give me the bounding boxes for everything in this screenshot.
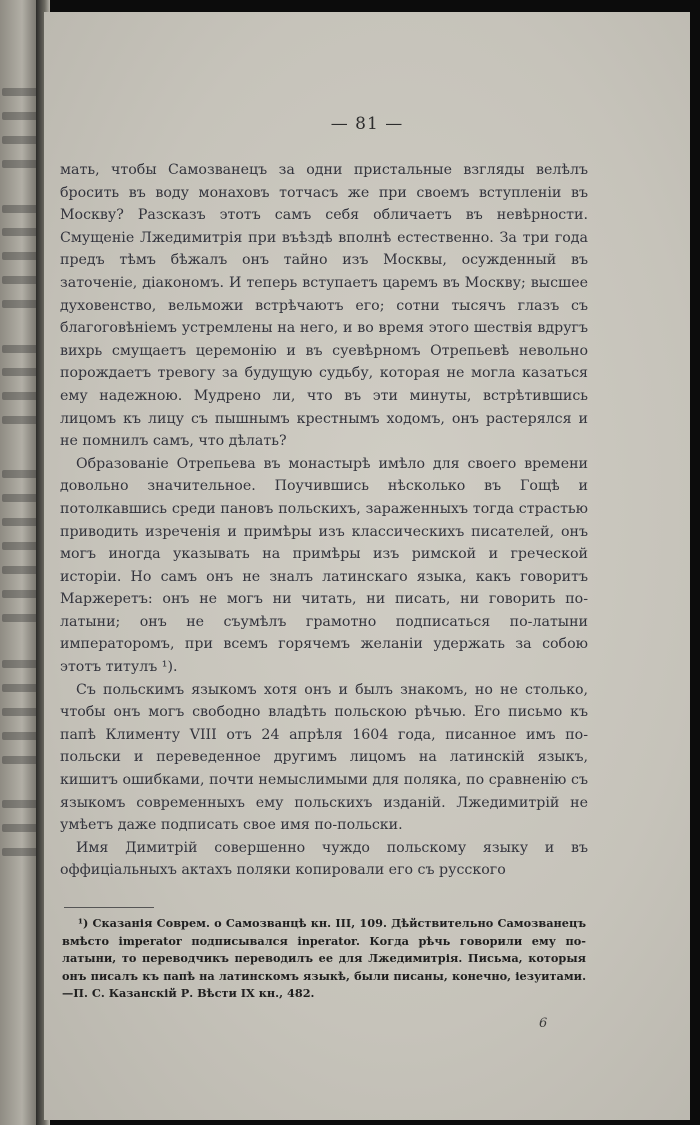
paragraph-1: мать, чтобы Самозванецъ за одни пристальные взгляды велѣлъ бросить въ воду монаховъ тотчасъ же при своемъ вступленіи въ Москву? Разсказъ этотъ самъ себя обличаетъ въ невѣрности. Смущеніе Лжедимитрія при въѣздѣ вполнѣ естественно. За три года предъ тѣмъ бѣжалъ онъ тайно изъ Москвы, осужденный въ заточеніе, діакономъ. И теперь вступаетъ царемъ въ Москву; высшее духовенство, вельможи встрѣчаютъ его; сотни тысячъ глазъ съ благоговѣніемъ устремлены на него, и во время этого шествія вдругъ вихрь смущаетъ церемонію и въ суевѣрномъ Отрепьевѣ невольно порождаетъ тревогу за будущую судьбу, которая не могла казаться ему надежною. Мудрено ли, что въ эти минуты, встрѣтившись лицомъ къ лицу съ пышнымъ крестнымъ ходомъ, онъ растерялся и не помнилъ самъ, что дѣлать? [60,162,588,450]
body-text [60,159,588,882]
footnotes [62,915,586,1003]
paragraph-4: Имя Димитрій совершенно чуждо польскому языку и въ оффиціальныхъ актахъ поляки копировали его съ русского [60,839,588,879]
paragraph-2: Образованіе Отрепьева въ монастырѣ имѣло для своего времени довольно значительное. Поучившись нѣсколько въ Гощѣ и потолкавшись среди пановъ польскихъ, зараженныхъ тогда страстью приводить изреченія и примѣры изъ классическихъ писателей, онъ могъ иногда указывать на примѣры изъ римской и греческой исторіи. Но самъ онъ не зналъ латинскаго языка, какъ говоритъ Маржеретъ: онъ не могъ ни читать, ни писать, ни говорить по-латыни; онъ не съумѣлъ грамотно подписаться по-латыни императоромъ, при всемъ горячемъ желаніи удержать за собою этотъ титулъ ¹). [60,455,588,676]
signature-mark: 6 [539,1016,548,1031]
page-number: — 81 — [330,114,404,134]
footnote-1: ¹) Сказанія Соврем. о Самозванцѣ кн. III, 109. Дѣйствительно Самозванецъ вмѣсто imperator подписывался inperator. Когда рѣчь говорили ему по-латыни, то переводчикъ переводилъ ее для Лжедимитрія. Письма, которыя онъ писалъ къ папѣ на латинскомъ языкѣ, были писаны, конечно, іезуитами.—П. С. Казанскій Р. Вѣсти IX кн., 482. [62,916,586,1001]
footnote-divider [64,907,154,908]
paragraph-3: Съ польскимъ языкомъ хотя онъ и былъ знакомъ, но не столько, чтобы онъ могъ свободно владѣть польскою рѣчью. Его письмо къ папѣ Клименту VIII отъ 24 апрѣля 1604 года, писанное имъ по-польски и переведенное другимъ лицомъ на латинскій языкъ, кишитъ ошибками, почти немыслимыми для поляка, по сравненію съ языкомъ современныхъ ему польскихъ изданій. Лжедимитрій не умѣетъ даже подписать свое имя по-польски. [60,681,588,834]
facing-page-edge [0,0,40,1125]
book-page [44,12,690,1120]
